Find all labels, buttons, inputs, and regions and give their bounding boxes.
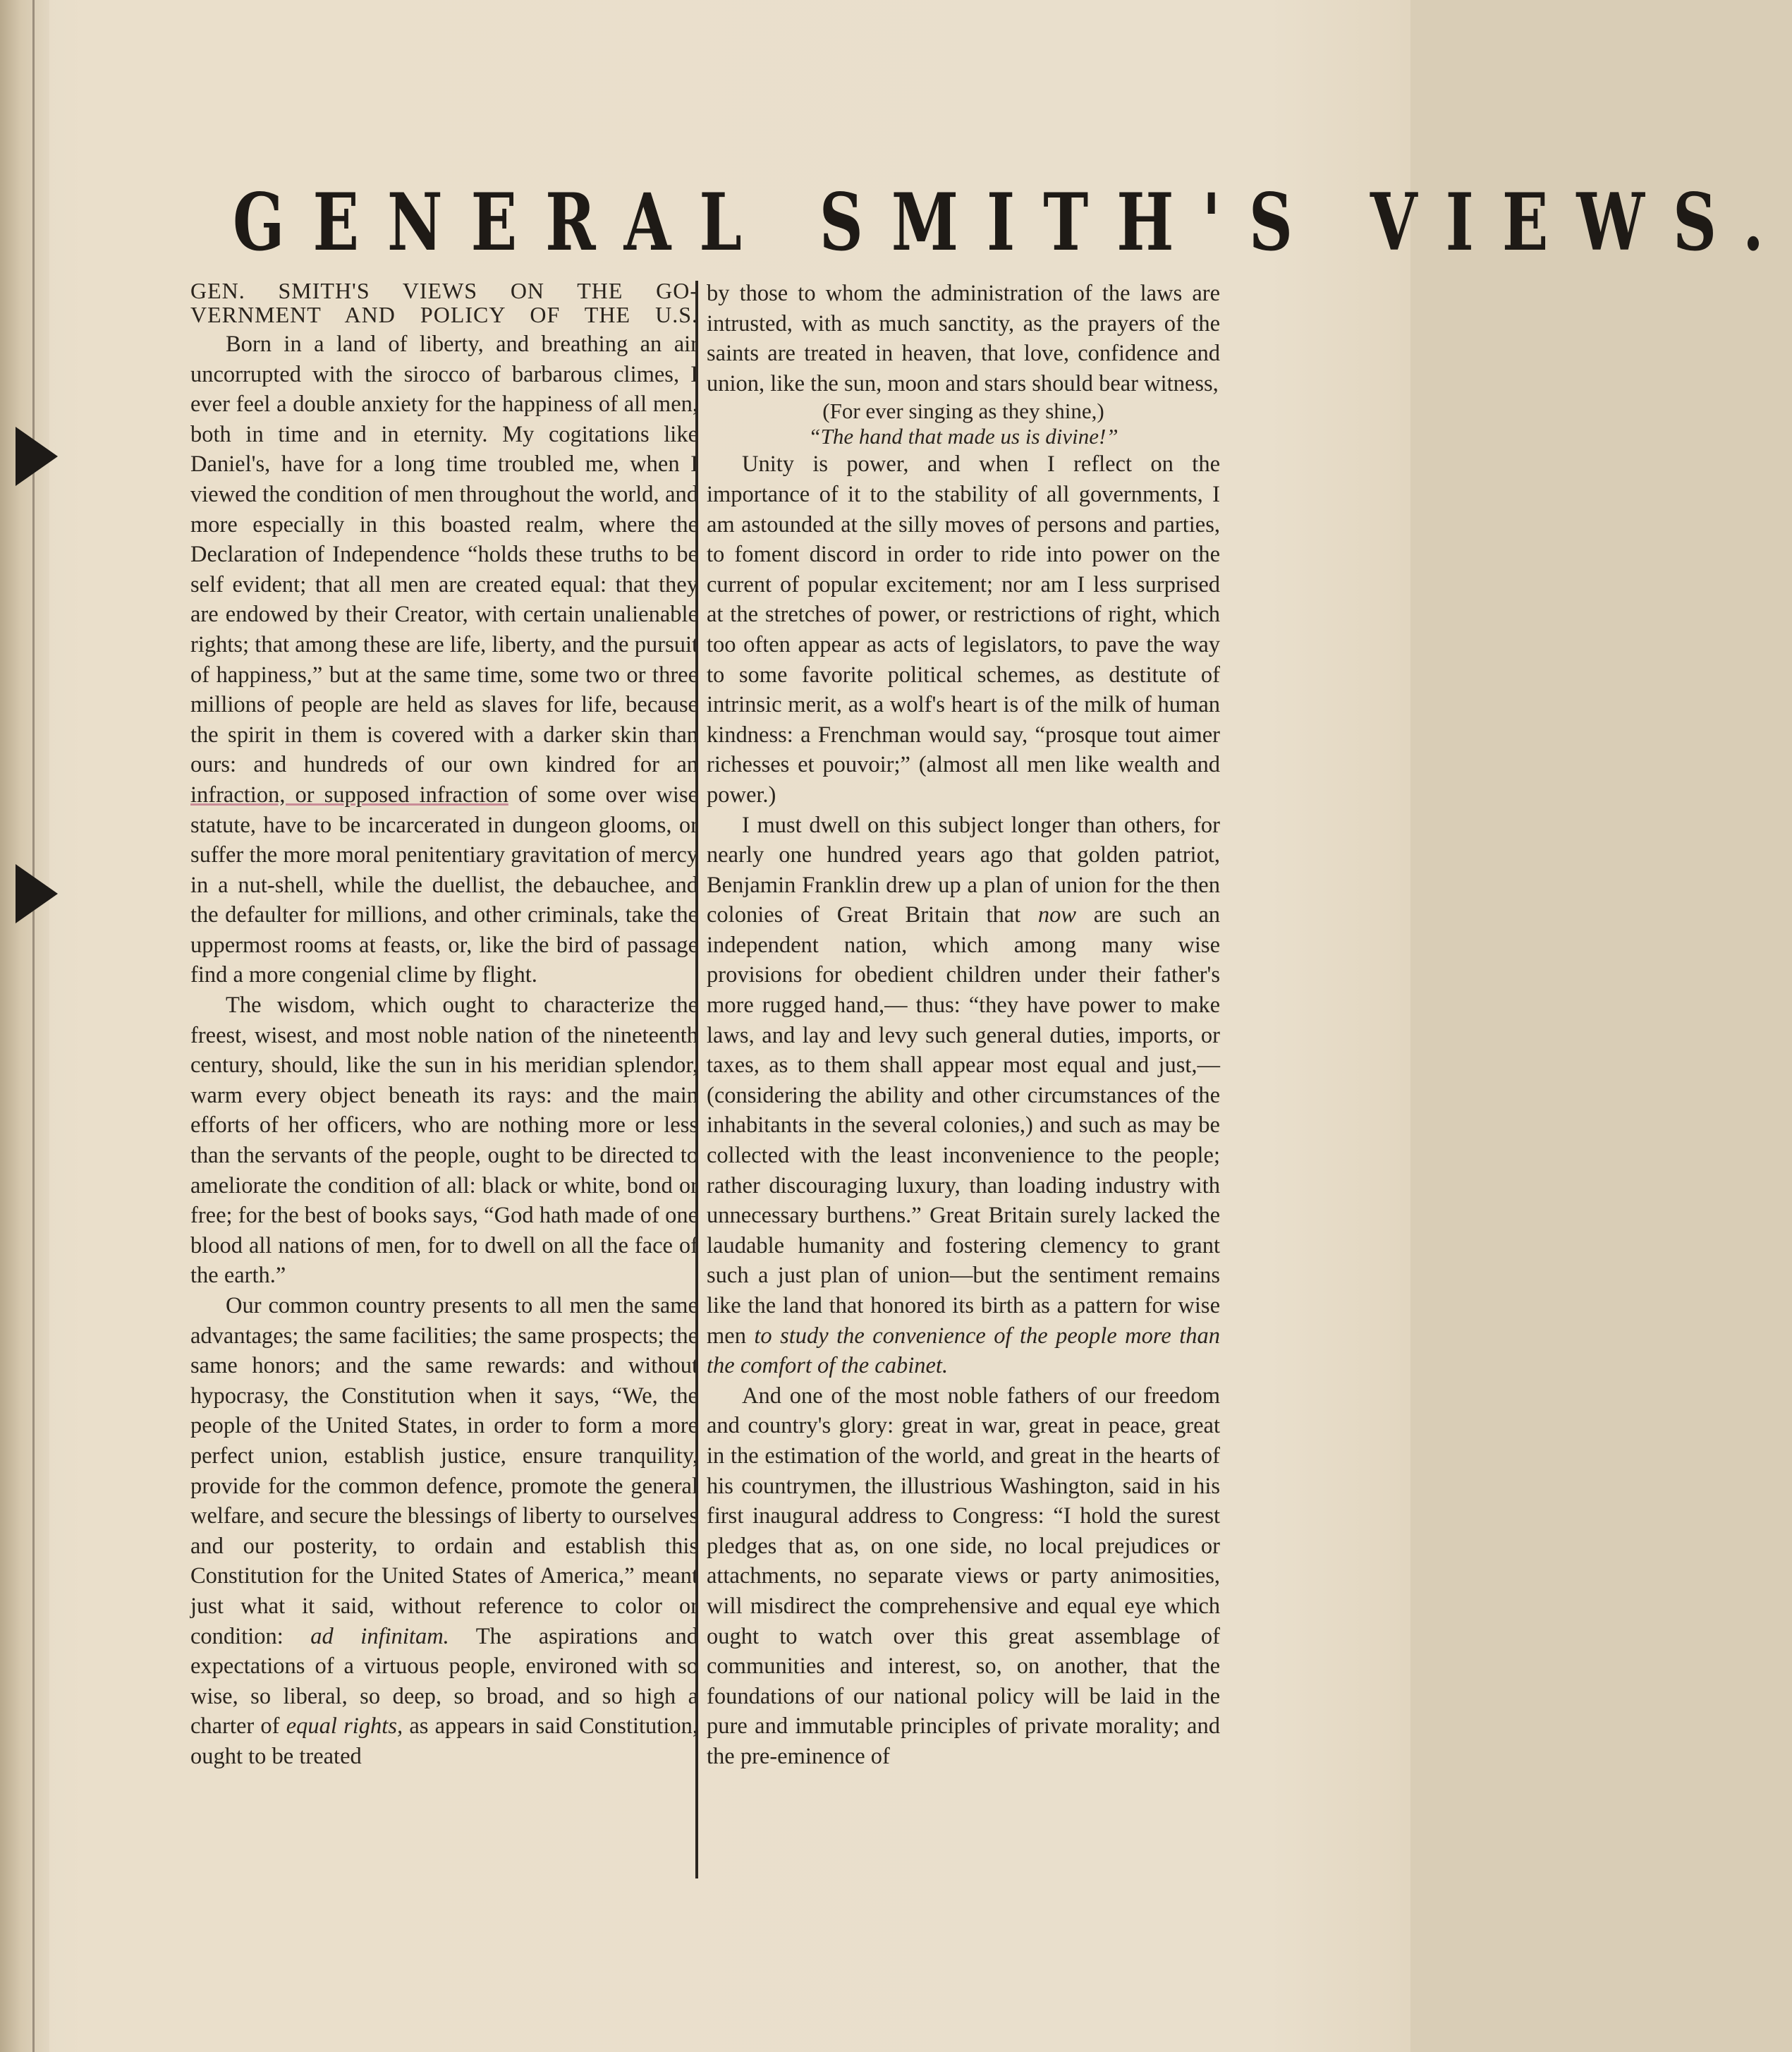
paragraph: Unity is power, and when I reflect on the importance of it to the stability of all governments, I am astounded at the silly moves of persons and parties, to foment discord in order to ride into power on the current of popular excitement; nor am I less surprised at the stretches of power, or restrictions of right, which too often appear as acts of legislators, to pave the way to some favorite political schemes, as destitute of intrinsic merit, as a wolf's heart is of the milk of human kindness: a Frenchman would say, “prosque tout aimer richesses et pouvoir;” (almost all men like wealth and power.) [707,451,1220,808]
verse-line: (For ever singing as they shine,) [822,399,1104,424]
underlined-phrase: infraction, or supposed infraction [190,782,508,808]
verse-line: “The hand that made us is divine!” [808,424,1119,449]
paragraph: The wisdom, which ought to characterize the freest, wisest, and most noble nation of the nineteenth century, should, like the sun in his meridian splendor, warm every object beneath its rays: and the main efforts of her officers, who are nothing more or less than the servants of the people, ought to be directed to ameliorate the condition of all: black or white, bond or free; for the best of books says, “God hath made of one blood all nations of men, for to dwell on all the face of the earth.” [190,992,698,1289]
paragraph: Our common country presents to all men the same advantages; the same facilities; the same prospects; the same honors; and the same rewards: and without hypocrasy, the Constitution when it says, “We, the people of the United States, in order to form a more perfect union, establish justice, ensure tranquility, provide for the common defence, promote the general welfare, and secure the blessings of liberty to ourselves and our posterity, to ordain and establish this Constitution for the United States of America,” meant just what it said, without reference to color or condition: ad infinitam. The aspirations and expectations of a virtuous people, environed with so wise, so liberal, so deep, so broad, and so high a charter of equal rights, as appears in said Constitution, ought to be treated [190,1293,698,1769]
heading-line: GEN. SMITH'S VIEWS ON THE GO- [190,278,698,303]
page-title: GENERAL SMITH'S VIEWS. [233,176,1792,269]
binding-tab-icon [16,864,58,923]
heading-line: VERNMENT AND POLICY OF THE U.S. [190,302,698,327]
paragraph: I must dwell on this subject longer than others, for nearly one hundred years ago that golden patriot, Benjamin Franklin drew up a plan of union for the then colonies of Great Britain that now are such an independent nation, which among many wise provisions for obedient children under their father's more rugged hand,— thus: “they have power to make laws, and lay and levy such general duties, imports, or taxes, as to them shall appear most equal and just,— (considering the ability and other circumstances of the inhabitants in the several colonies,) and such as may be collected with the least inconvenience to the people; rather discouraging luxury, than loading industry with unnecessary burthens.” Great Britain surely lacked the laudable humanity and fostering clemency to grant such a just plan of union—but the sentiment remains like the land that honored its birth as a pattern for wise men to study the convenience of the people more than the comfort of the cabinet. [707,812,1220,1379]
left-column [190,279,698,1772]
right-column [707,279,1220,1772]
paragraph: Born in a land of liberty, and breathing an air uncorrupted with the sirocco of barbarous climes, I ever feel a double anxiety for the happiness of all men, both in time and in eternity. My cogitations like Daniel's, have for a long time troubled me, when I viewed the condition of men throughout the world, and more especially in this boasted realm, where the Declaration of Independence “holds these truths to be self evident; that all men are created equal: that they are endowed by their Creator, with certain unalienable rights; that among these are life, liberty, and the pursuit of happiness,” but at the same time, some two or three millions of people are held as slaves for life, because the spirit in them is covered with a darker skin than ours: and hundreds of our own kindred for an infraction, or supposed infraction of some over wise statute, have to be incarcerated in dungeon glooms, or suffer the more moral penitentiary gravitation of mercy in a nut-shell, while the duellist, the debauchee, and the defaulter for millions, and other criminals, take the uppermost rooms at feasts, or, like the bird of passage find a more congenial clime by flight. [190,332,698,988]
article-heading [190,279,698,327]
paragraph: And one of the most noble fathers of our freedom and country's glory: great in war, great in peace, great in the estimation of the world, and great in the hearts of his countrymen, the illustrious Washington, said in his first inaugural address to Congress: “I hold the surest pledges that as, on one side, no local prejudices or attachments, no separate views or party animosities, will misdirect the comprehensive and equal eye which ought to watch over this great assemblage of communities and interest, so, on another, that the foundations of our national policy will be laid in the pure and immutable principles of private morality; and the pre-eminence of [707,1383,1220,1769]
binding-tab-icon [16,427,58,486]
paragraph: by those to whom the administration of the laws are intrusted, with as much sanctity, as the prayers of the saints are treated in heaven, that love, confidence and union, like the sun, moon and stars should bear witness, [707,281,1220,396]
column-divider [695,281,698,1878]
binding-spine [0,0,49,2052]
